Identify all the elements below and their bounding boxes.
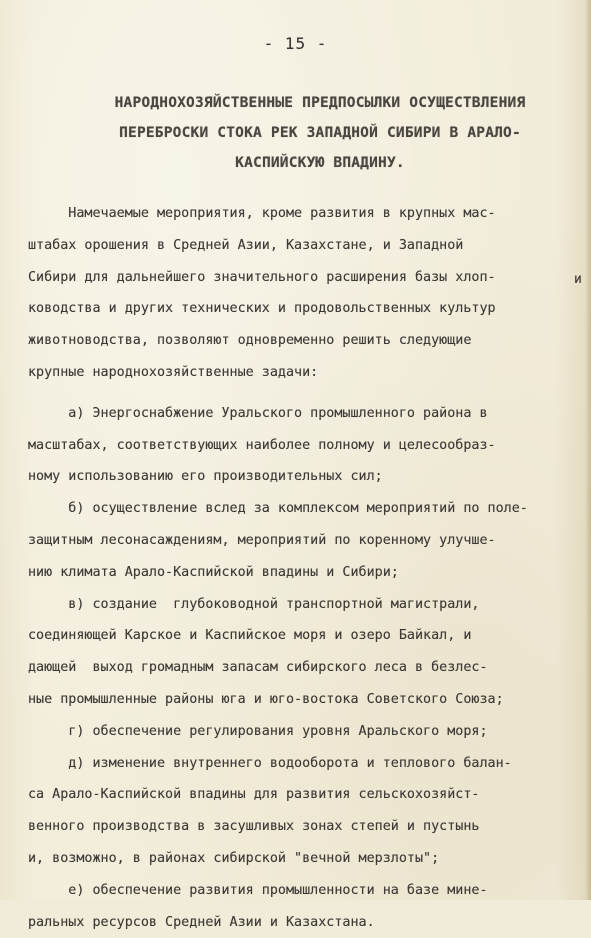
text-line: г) обеспечение регулирования уровня Аральского моря; [28,723,488,739]
text-line: д) изменение внутреннего водооборота и теплового балан- [28,755,512,771]
margin-insert-mark: и [574,272,582,287]
text-line: б) осуществление вслед за комплексом мероприятий по поле- [28,501,528,517]
list-item-e [28,875,588,938]
text-line: са Арало-Каспийской впадины для развития сельскохозяйст- [28,787,480,803]
text-line: ному использованию его производительных сил; [28,469,383,485]
text-line: животноводства, позволяют одновременно решить следующие [28,333,472,349]
page-number: - 15 - [263,34,328,53]
list-item-a [28,398,588,493]
title-line: КАСПИЙСКУЮ ВПАДИНУ. [235,155,405,171]
text-line: соединяющей Карское и Каспийское моря и озеро Байкал, и [28,628,472,644]
text-line: защитным лесонасаждениям, мероприятий по коренному улучше- [28,532,496,548]
document-title [60,88,580,178]
text-line: нию климата Арало-Каспийской впадины и Сибири; [28,564,399,580]
list-item-g [28,716,588,748]
text-line: ральных ресурсов Средней Азии и Казахстана. [28,914,375,930]
text-line: венного производства в засушливых зонах степей и пустынь [28,819,480,835]
list-item-d [28,748,588,875]
intro-paragraph [28,198,588,389]
text-line: в) создание глубоководной транспортной магистрали, [28,596,480,612]
paragraph-gap [28,389,588,398]
body-text [28,198,588,938]
list-item-b [28,493,588,588]
text-line: Сибири для дальнейшего значительного расширения базы хлоп- [28,269,496,285]
text-line: ководства и других технических и продовольственных культур [28,301,496,317]
text-line: масштабах, соответствующих наиболее полному и целесообраз- [28,437,496,453]
text-line: е) обеспечение развития промышленности на базе мине- [28,882,488,898]
title-line: НАРОДНОХОЗЯЙСТВЕННЫЕ ПРЕДПОСЫЛКИ ОСУЩЕСТВЛЕНИЯ [114,95,526,111]
text-line: штабах орошения в Средней Азии, Казахстане, и Западной [28,237,464,253]
title-line: ПЕРЕБРОСКИ СТОКА РЕК ЗАПАДНОЙ СИБИРИ В АРАЛО- [119,125,521,141]
text-line: а) Энергоснабжение Уральского промышленного района в [28,405,488,421]
text-line: крупные народнохозяйственные задачи: [28,364,319,380]
list-item-v [28,589,588,716]
text-line: Намечаемые мероприятия, кроме развития в крупных мас- [28,206,496,221]
text-line: ные промышленные районы юга и юго-востока Советского Союза; [28,691,504,707]
text-line: дающей выход громадным запасам сибирского леса в безлес- [28,660,488,676]
text-line: и, возможно, в районах сибирской "вечной мерзлоты"; [28,850,440,866]
